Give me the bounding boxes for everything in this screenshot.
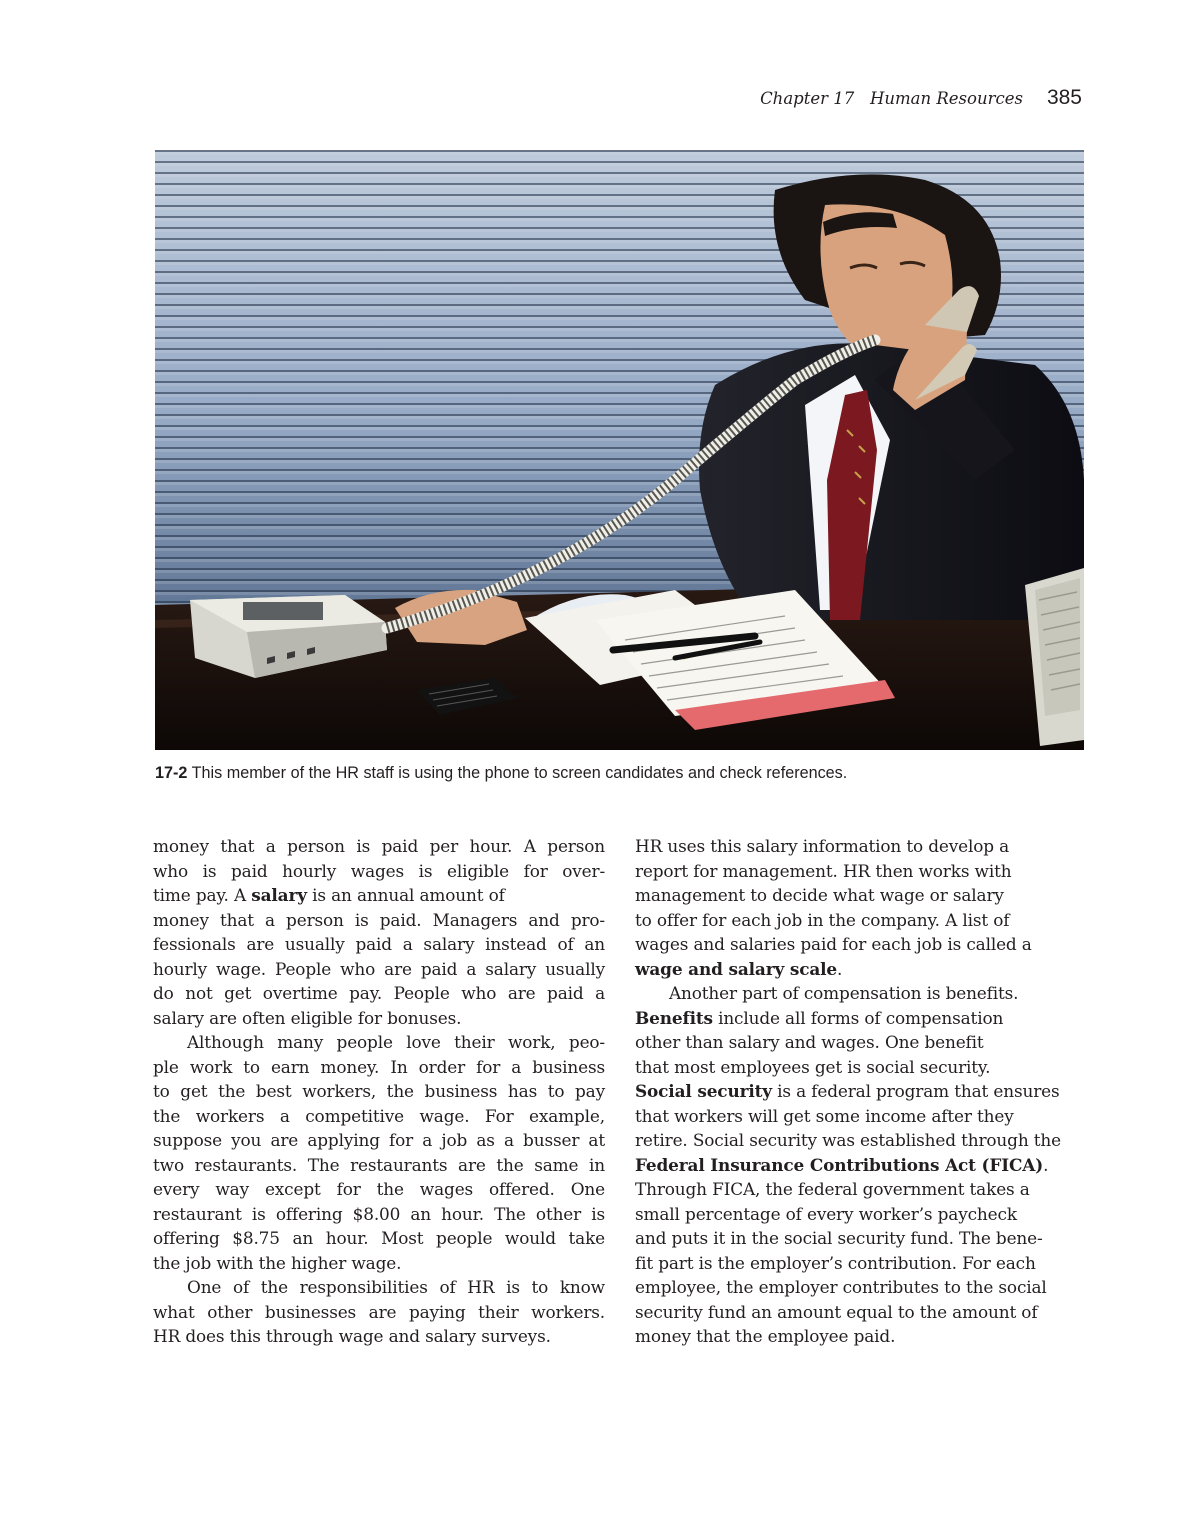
text-line: report for management. HR then works with bbox=[635, 860, 1012, 881]
text-line: Federal Insurance Contributions Act (FICA). bbox=[635, 1154, 1049, 1175]
text-line: Benefits include all forms of compensation bbox=[635, 1007, 1004, 1028]
text-line: Although many people love their work, peo- bbox=[187, 1032, 605, 1052]
figure-caption-text: This member of the HR staff is using the phone to screen candidates and check references. bbox=[191, 764, 848, 782]
text-line: fessionals are usually paid a salary instead of an bbox=[153, 934, 605, 954]
text-line: the workers a competitive wage. For example, bbox=[153, 1105, 605, 1126]
body-column-right bbox=[635, 834, 1085, 1349]
text-line: money that the employee paid. bbox=[635, 1326, 896, 1346]
text-line: salary are often eligible for bonuses. bbox=[153, 1007, 462, 1028]
text-line: that workers will get some income after they bbox=[635, 1105, 1014, 1126]
text-line: other than salary and wages. One benefit bbox=[635, 1032, 984, 1052]
key-term: Benefits bbox=[635, 1007, 713, 1028]
paragraph bbox=[635, 981, 1085, 1349]
text-line: fit part is the employer’s contribution. For each bbox=[635, 1252, 1036, 1273]
text-line: Another part of compensation is benefits. bbox=[669, 983, 1019, 1003]
running-head bbox=[760, 86, 1082, 112]
paragraph bbox=[153, 1275, 605, 1349]
text-line: One of the responsibilities of HR is to know bbox=[187, 1277, 605, 1297]
key-term: salary bbox=[251, 885, 307, 905]
text-line: hourly wage. People who are paid a salary usually bbox=[153, 958, 605, 979]
text-line: wages and salaries paid for each job is called a bbox=[635, 934, 1032, 954]
body-column-left bbox=[153, 834, 605, 1349]
text-line: money that a person is paid. Managers and pro- bbox=[153, 909, 605, 930]
text-line: wage and salary scale. bbox=[635, 958, 843, 979]
figure-caption bbox=[155, 764, 1095, 783]
text-line: two restaurants. The restaurants are the same in bbox=[153, 1154, 605, 1175]
text-line: to offer for each job in the company. A list of bbox=[635, 909, 1010, 930]
paragraph bbox=[635, 834, 1085, 981]
text-line: restaurant is offering $8.00 an hour. The other is bbox=[153, 1203, 605, 1224]
key-term: wage and salary scale bbox=[635, 958, 837, 979]
text-line: security fund an amount equal to the amount of bbox=[635, 1301, 1038, 1322]
text-line: and puts it in the social security fund. The bene- bbox=[635, 1228, 1043, 1248]
text-line: the job with the higher wage. bbox=[153, 1252, 402, 1273]
text-line: HR does this through wage and salary surveys. bbox=[153, 1326, 551, 1346]
text-line: time pay. A salary is an annual amount of bbox=[153, 885, 505, 905]
running-head-chapter: Chapter 17 Human Resources bbox=[760, 89, 1023, 108]
key-term: Social security bbox=[635, 1081, 772, 1101]
text-line: to get the best workers, the business has to pay bbox=[153, 1081, 605, 1101]
text-line: suppose you are applying for a job as a busser at bbox=[153, 1130, 605, 1150]
text-line: every way except for the wages offered. One bbox=[153, 1179, 605, 1199]
text-line: Social security is a federal program that ensures bbox=[635, 1081, 1060, 1101]
text-line: employee, the employer contributes to the social bbox=[635, 1277, 1047, 1297]
text-line: what other businesses are paying their workers. bbox=[153, 1301, 605, 1322]
text-line: that most employees get is social security. bbox=[635, 1056, 991, 1077]
text-line: small percentage of every worker’s paycheck bbox=[635, 1203, 1017, 1224]
text-line: HR uses this salary information to develop a bbox=[635, 836, 1010, 856]
text-line: money that a person is paid per hour. A person bbox=[153, 836, 605, 856]
text-line: do not get overtime pay. People who are paid a bbox=[153, 983, 605, 1003]
text-line: offering $8.75 an hour. Most people would take bbox=[153, 1228, 605, 1248]
figure-number: 17-2 bbox=[155, 764, 188, 782]
key-term: Federal Insurance Contributions Act (FICA) bbox=[635, 1154, 1044, 1175]
figure-photo-office-phone bbox=[155, 150, 1084, 750]
paragraph bbox=[153, 834, 605, 1030]
text-line: retire. Social security was established through the bbox=[635, 1130, 1061, 1150]
text-line: Through FICA, the federal government takes a bbox=[635, 1179, 1030, 1199]
text-line: who is paid hourly wages is eligible for over- bbox=[153, 860, 605, 881]
paragraph bbox=[153, 1030, 605, 1275]
text-line: ple work to earn money. In order for a business bbox=[153, 1056, 605, 1077]
page-number: 385 bbox=[1046, 86, 1082, 109]
text-line: management to decide what wage or salary bbox=[635, 885, 1004, 905]
